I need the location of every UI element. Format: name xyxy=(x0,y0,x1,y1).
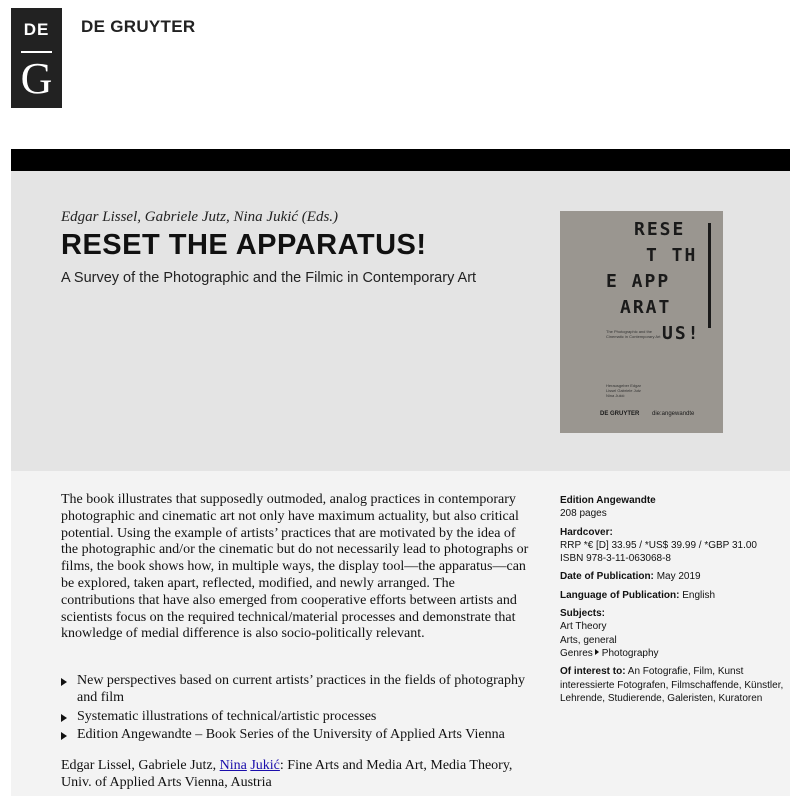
subject-link[interactable]: Art Theory xyxy=(560,621,607,633)
series-block xyxy=(560,494,785,521)
logo-divider xyxy=(21,51,52,53)
cover-title-line-1: RESE xyxy=(634,219,686,240)
feature-item xyxy=(61,709,531,726)
cover-vertical-bar xyxy=(708,223,711,328)
interest-block xyxy=(560,665,785,705)
book-title: RESET THE APPARATUS! xyxy=(61,229,427,261)
contributor-prefix: Edgar Lissel, Gabriele Jutz, xyxy=(61,758,220,773)
feature-list xyxy=(61,673,531,746)
series-name[interactable]: Edition Angewandte xyxy=(560,495,656,506)
book-metadata xyxy=(560,494,785,710)
contributor-info xyxy=(61,758,531,792)
contributor-affiliation: : Fine Arts and Media Art, Media Theory, Univ. of Applied Arts Vienna, Austria xyxy=(61,758,513,790)
book-description: The book illustrates that supposedly outmoded, analog practices in contemporary photographic and cinematic art not only have maximum actuality, but also critical potential. Using the example of artists’ practices that are motivated by the idea of the photographic and/or the cinematic but do not necessarily lead to photographs or films, the book shows how, in multiple ways, the display tool—the apparatus—can be explored, taken apart, reflected, modified, and newly arranged. The contributions that have also emerged from cooperative efforts between artists and scientists focus on the required technical/material processes and demonstrate that knowledge of medial difference is also socio-politically relevant. xyxy=(61,492,529,642)
cover-title-line-3: E APP xyxy=(606,271,671,292)
subject-path-parent: Genres xyxy=(560,647,593,659)
book-subtitle: A Survey of the Photographic and the Filmic in Contemporary Art xyxy=(61,270,477,286)
language-block xyxy=(560,589,785,602)
contributor-link-jukic[interactable]: Jukić xyxy=(250,758,280,773)
de-gruyter-logo[interactable] xyxy=(11,8,62,108)
cover-title-line-5: US! xyxy=(662,323,701,344)
interest-text: An Fotografie, Film, Kunst interessierte Fotografen, Filmschaffende, Künstler, Lehrende, Studierende, Galeristen, Kuratoren xyxy=(560,666,784,704)
subjects-label: Subjects: xyxy=(560,608,606,620)
book-hero xyxy=(11,171,790,471)
feature-text: Edition Angewandte – Book Series of the University of Applied Arts Vienna xyxy=(77,727,505,743)
cover-imprint: die:angewandte xyxy=(652,411,695,417)
feature-text: Systematic illustrations of technical/artistic processes xyxy=(77,708,377,724)
book-cover-image[interactable] xyxy=(560,211,723,433)
triangle-bullet-icon xyxy=(61,714,67,722)
interest-label: Of interest to: xyxy=(560,666,626,678)
cover-editors-text: Herausgeber Edgar Lissel Gabriele Jutz Nina Jukić xyxy=(606,383,641,398)
hardcover-block xyxy=(560,526,785,566)
pub-date-block xyxy=(560,570,785,583)
cover-title-line-2: T TH xyxy=(646,245,698,266)
logo-g-text: G xyxy=(20,54,53,103)
book-editors: Edgar Lissel, Gabriele Jutz, Nina Jukić (Eds.) xyxy=(61,209,339,225)
pub-date-label: Date of Publication: xyxy=(560,571,654,583)
isbn: ISBN 978-3-11-063068-8 xyxy=(560,553,671,565)
cover-title-line-4: ARAT xyxy=(620,297,672,318)
feature-text: New perspectives based on current artists’ practices in the fields of photography and film xyxy=(77,673,525,705)
top-black-bar xyxy=(11,149,790,171)
triangle-bullet-icon xyxy=(61,732,67,740)
language-label: Language of Publication: xyxy=(560,589,680,601)
breadcrumb-arrow-icon xyxy=(595,649,599,655)
triangle-bullet-icon xyxy=(61,678,67,686)
brand-name[interactable]: DE GRUYTER xyxy=(81,17,196,36)
logo-de-text: DE xyxy=(23,20,50,39)
subject-path-child: Photography xyxy=(601,647,659,659)
pub-date: May 2019 xyxy=(656,571,701,583)
subject-link[interactable]: Arts, general xyxy=(560,634,617,646)
cover-subtitle-text: The Photographic and the Cinematic in Contemporary Art xyxy=(606,329,661,339)
cover-publisher: DE GRUYTER xyxy=(600,411,640,417)
price: RRP *€ [D] 33.95 / *US$ 39.99 / *GBP 31.00 xyxy=(560,539,757,551)
language: English xyxy=(682,589,716,601)
hardcover-label: Hardcover: xyxy=(560,526,613,538)
feature-item xyxy=(61,727,531,744)
page-count: 208 pages xyxy=(560,508,607,520)
subjects-block xyxy=(560,607,785,660)
contributor-link-nina[interactable]: Nina xyxy=(219,758,247,773)
subject-path[interactable] xyxy=(560,647,785,660)
book-details xyxy=(11,471,790,796)
feature-item xyxy=(61,673,531,707)
